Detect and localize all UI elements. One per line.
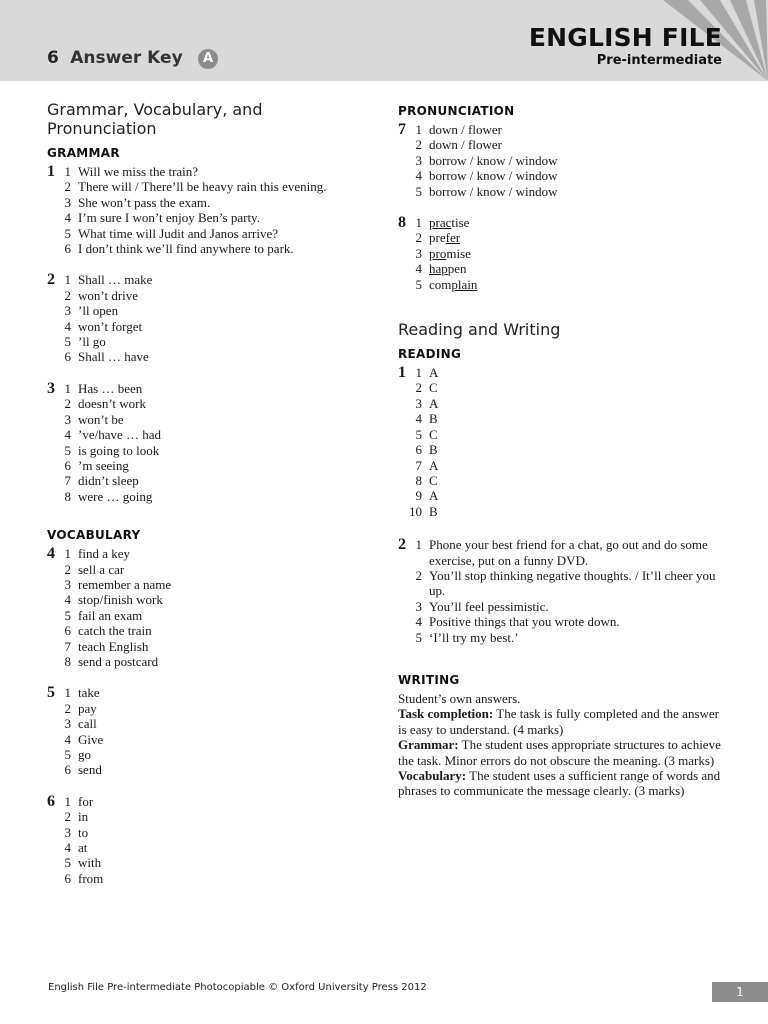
item-number: 7 [64, 473, 71, 489]
vocab-text: The student uses a sufficient range of words and phrases to communicate the message clearly. (3 marks) [398, 768, 721, 799]
answer-text: sell a car [78, 561, 125, 577]
page-footer [48, 982, 427, 993]
answer-text: go [78, 747, 91, 762]
answer-text: B [429, 442, 438, 458]
stressed-syllable: hap [429, 261, 448, 277]
item-number: 6 [415, 442, 422, 458]
exercise-number [47, 562, 61, 577]
brand-level: Pre-intermediate [596, 53, 722, 68]
item-number: 10 [409, 503, 422, 519]
task-text: The task is fully completed and the answer is easy to understand. (4 marks) [398, 706, 719, 737]
exercise-2 [47, 272, 377, 364]
answer-text: down / flower [429, 137, 502, 153]
item-number: 7 [415, 457, 422, 473]
item-number: 2 [415, 567, 422, 583]
exercise-number [398, 230, 412, 245]
exercise-number: 6 [47, 792, 55, 810]
item-number: 3 [415, 245, 422, 261]
answer-text: to [78, 824, 89, 840]
exercise-number [398, 427, 408, 442]
item-number: 1 [415, 365, 422, 381]
exercise-number: 3 [47, 379, 55, 397]
exercise-number [398, 277, 412, 292]
brand-name: ENGLISH FILE [528, 23, 722, 52]
answer-text: send a postcard [78, 653, 159, 669]
answer-text: were … going [78, 488, 153, 504]
exercise-number: 1 [398, 364, 406, 382]
footer-copyright: Photocopiable © Oxford University Press 2012 [194, 982, 427, 993]
item-number: 3 [64, 303, 71, 319]
exercise-number [398, 568, 412, 599]
writing-task-completion [398, 706, 723, 737]
item-number: 4 [64, 731, 71, 747]
exercise-number [398, 411, 408, 426]
exercise-number [47, 303, 61, 318]
answer-text: down / flower [429, 122, 502, 137]
item-number: 4 [415, 168, 422, 184]
exercise-number [47, 349, 61, 364]
answer-text: Phone your best friend for a chat, go out and do some exercise, put on a funny DVD. [429, 537, 708, 568]
exercise-number [398, 168, 412, 183]
item-number: 3 [415, 152, 422, 168]
exercise-number [47, 288, 61, 303]
exercise-8 [398, 215, 723, 292]
exercise-1 [47, 164, 377, 256]
unit-number: 6 [47, 48, 59, 68]
answer-text: I’m sure I won’t enjoy Ben’s party. [78, 210, 260, 226]
answer-text: in [78, 809, 89, 825]
item-number: 1 [64, 685, 71, 701]
word-part: tise [451, 215, 470, 231]
item-number: 5 [415, 426, 422, 442]
item-number: 7 [64, 638, 71, 654]
item-number: 2 [64, 287, 71, 303]
exercise-number: 1 [47, 163, 55, 180]
brand-logo [529, 24, 722, 69]
unit-label: Answer Key [70, 48, 183, 68]
answer-text: You’ll feel pessimistic. [429, 598, 549, 614]
grammar-text: The student uses appropriate structures to achieve the task. Minor errors do not obscure the meaning. (3 marks) [398, 737, 721, 768]
item-number: 1 [64, 546, 71, 562]
item-number: 8 [415, 472, 422, 488]
answer-text: won’t drive [78, 287, 139, 303]
item-number: 3 [415, 395, 422, 411]
answer-text: from [78, 870, 104, 886]
item-number: 5 [64, 747, 71, 762]
exercise-number [47, 396, 61, 411]
exercise-number [47, 871, 61, 886]
item-number: 3 [415, 598, 422, 614]
page-number: 1 [712, 982, 768, 1002]
exercise-number [398, 137, 412, 152]
answer-text: C [429, 380, 438, 396]
item-number: 2 [415, 137, 422, 153]
item-number: 5 [415, 276, 422, 292]
answer-text: ‘I’ll try my best.’ [429, 629, 519, 645]
answer-text: Will we miss the train? [78, 164, 199, 179]
item-number: 5 [64, 607, 71, 623]
answer-text: She won’t pass the exam. [78, 194, 211, 210]
item-number: 2 [64, 396, 71, 412]
answer-text: A [429, 488, 439, 504]
exercise-7 [398, 122, 723, 199]
page-header [0, 0, 768, 81]
exercise-number [47, 210, 61, 225]
exercise-number [47, 427, 61, 442]
reading-exercise-2 [398, 537, 723, 645]
item-number: 1 [415, 122, 422, 137]
item-number: 5 [415, 629, 422, 645]
exercise-number: 7 [398, 121, 406, 138]
answer-text: Shall … have [78, 349, 149, 365]
item-number: 1 [415, 215, 422, 231]
exercise-number [398, 504, 408, 519]
exercise-number [47, 716, 61, 731]
exercise-number [47, 412, 61, 427]
item-number: 4 [64, 840, 71, 856]
answer-text: I don’t think we’ll find anywhere to park. [78, 241, 294, 257]
exercise-number [47, 747, 61, 762]
answer-text: borrow / know / window [429, 152, 558, 168]
item-number: 2 [415, 230, 422, 246]
exercise-number [47, 701, 61, 716]
item-number: 5 [415, 183, 422, 199]
exercise-number [47, 179, 61, 194]
answer-text: won’t be [78, 411, 124, 427]
answer-text [429, 246, 723, 261]
answer-text [429, 230, 723, 245]
exercise-number [47, 443, 61, 458]
answer-text: didn’t sleep [78, 473, 139, 489]
answer-text: You’ll stop thinking negative thoughts. / It’ll cheer you up. [429, 567, 716, 599]
answer-text: remember a name [78, 576, 172, 592]
answer-text: with [78, 855, 102, 871]
left-column [47, 100, 377, 902]
footer-book-title: English File Pre-intermediate [48, 982, 192, 993]
item-number: 3 [64, 576, 71, 592]
answer-text [429, 215, 723, 230]
answer-text: A [429, 365, 439, 381]
item-number: 8 [64, 653, 71, 669]
exercise-4 [47, 546, 377, 669]
answer-text: Give [78, 731, 104, 747]
exercise-number [398, 380, 408, 395]
item-number: 6 [64, 349, 71, 365]
writing-vocabulary [398, 768, 723, 799]
writing-criteria [398, 691, 723, 799]
item-number: 4 [415, 261, 422, 277]
item-number: 4 [415, 411, 422, 427]
exercise-number [398, 396, 408, 411]
exercise-number [47, 608, 61, 623]
exercise-number [47, 732, 61, 747]
exercise-number [47, 334, 61, 349]
word-part: pre [429, 230, 446, 246]
reading-heading: READING [398, 347, 462, 362]
answer-text: take [78, 685, 100, 701]
answer-text: C [429, 426, 438, 442]
answer-text: fail an exam [78, 607, 143, 623]
item-number: 4 [64, 592, 71, 608]
answer-text: send [78, 762, 102, 778]
item-number: 5 [64, 225, 71, 241]
section-title-gvp: Grammar, Vocabulary, and Pronunciation [47, 100, 263, 138]
answer-text: B [429, 411, 438, 427]
vocabulary-heading: VOCABULARY [47, 528, 141, 543]
exercise-number [398, 246, 412, 261]
item-number: 5 [64, 442, 71, 458]
exercise-number [398, 184, 412, 199]
answer-text: What time will Judit and Janos arrive? [78, 225, 279, 241]
version-badge: A [198, 49, 218, 69]
answer-text: won’t forget [78, 318, 143, 334]
stressed-syllable: prac [429, 215, 452, 231]
reading-exercise-1 [398, 365, 723, 519]
writing-heading: WRITING [398, 672, 460, 687]
answer-text: call [78, 716, 97, 732]
item-number: 3 [64, 194, 71, 210]
item-number: 8 [64, 488, 71, 504]
item-number: 4 [64, 318, 71, 334]
item-number: 2 [64, 700, 71, 716]
exercise-number [47, 489, 61, 504]
item-number: 3 [64, 824, 71, 840]
answer-text: doesn’t work [78, 396, 147, 412]
answer-text: ’m seeing [78, 457, 129, 473]
word-part: com [429, 276, 452, 292]
unit-title [47, 48, 218, 69]
exercise-number [47, 592, 61, 607]
answer-text: Shall … make [78, 272, 153, 288]
exercise-number [47, 654, 61, 669]
item-number: 2 [415, 380, 422, 396]
stressed-syllable: plain [451, 276, 478, 292]
item-number: 6 [64, 623, 71, 639]
answer-text: A [429, 457, 439, 473]
grammar-heading: GRAMMAR [47, 146, 120, 160]
item-number: 2 [64, 561, 71, 577]
answer-text: teach English [78, 638, 149, 654]
exercise-number: 8 [398, 214, 406, 232]
item-number: 1 [64, 793, 71, 809]
exercise-number [47, 241, 61, 256]
exercise-number [398, 153, 412, 168]
exercise-5 [47, 685, 377, 777]
answer-text: ’ll go [78, 334, 106, 350]
exercise-6 [47, 794, 377, 886]
task-label: Task completion: [398, 706, 494, 722]
exercise-number [47, 473, 61, 488]
exercise-number [398, 458, 408, 473]
exercise-number [47, 809, 61, 824]
exercise-number [398, 488, 408, 503]
item-number: 5 [64, 334, 71, 350]
item-number: 6 [64, 762, 71, 778]
exercise-number [47, 762, 61, 777]
answer-text [429, 277, 723, 292]
vocab-label: Vocabulary: [398, 768, 467, 783]
item-number: 2 [64, 809, 71, 825]
item-number: 9 [415, 488, 422, 504]
exercise-number [398, 630, 412, 645]
word-part: mise [446, 245, 471, 261]
exercise-number [47, 639, 61, 654]
exercise-number [47, 855, 61, 870]
exercise-3 [47, 381, 377, 504]
exercise-number [398, 473, 408, 488]
answer-text: ’ll open [78, 303, 119, 319]
answer-text: pay [78, 700, 97, 716]
word-part: pen [447, 261, 467, 277]
section-title-reading-writing: Reading and Writing [398, 320, 561, 340]
item-number: 4 [64, 427, 71, 443]
item-number: 1 [415, 537, 422, 553]
answer-text: ’ve/have … had [78, 427, 162, 443]
exercise-number [398, 261, 412, 276]
exercise-number: 2 [398, 536, 406, 554]
item-number: 5 [64, 855, 71, 871]
writing-intro: Student’s own answers. [398, 690, 521, 706]
item-number: 2 [64, 179, 71, 195]
writing-grammar [398, 737, 723, 768]
item-number: 6 [64, 457, 71, 473]
exercise-number: 2 [47, 271, 55, 289]
item-number: 6 [64, 870, 71, 886]
answer-text: stop/finish work [78, 592, 163, 608]
exercise-number [47, 319, 61, 334]
answer-text: for [78, 793, 94, 809]
exercise-number [47, 195, 61, 210]
exercise-number [398, 599, 412, 614]
answer-text: There will / There’ll be heavy rain this evening. [78, 179, 327, 195]
exercise-number [47, 825, 61, 840]
stressed-syllable: pro [429, 245, 447, 261]
item-number: 4 [415, 614, 422, 630]
item-number: 4 [64, 210, 71, 226]
answer-text: borrow / know / window [429, 183, 558, 199]
answer-text [429, 261, 723, 276]
item-number: 1 [64, 380, 71, 396]
pronunciation-heading: PRONUNCIATION [398, 104, 515, 118]
item-number: 1 [64, 272, 71, 288]
answer-text: B [429, 503, 438, 519]
stressed-syllable: fer [445, 230, 461, 246]
answer-text: catch the train [78, 623, 152, 639]
answer-text: C [429, 472, 438, 488]
answer-text: is going to look [78, 442, 160, 458]
answer-text: borrow / know / window [429, 168, 558, 184]
exercise-number [47, 577, 61, 592]
exercise-number [47, 226, 61, 241]
exercise-number [398, 442, 408, 457]
exercise-number [47, 623, 61, 638]
exercise-number [47, 840, 61, 855]
exercise-number [47, 458, 61, 473]
item-number: 6 [64, 241, 71, 257]
answer-text: A [429, 395, 439, 411]
item-number: 3 [64, 411, 71, 427]
item-number: 3 [64, 716, 71, 732]
grammar-label: Grammar: [398, 737, 459, 753]
right-column [398, 104, 723, 799]
exercise-number: 5 [47, 684, 55, 702]
exercise-number: 4 [47, 545, 55, 563]
answer-text: Positive things that you wrote down. [429, 614, 620, 630]
item-number: 1 [64, 164, 71, 179]
answer-text: find a key [78, 546, 130, 562]
exercise-number [398, 614, 412, 629]
answer-text: Has … been [78, 380, 143, 396]
answer-text: at [78, 840, 88, 856]
